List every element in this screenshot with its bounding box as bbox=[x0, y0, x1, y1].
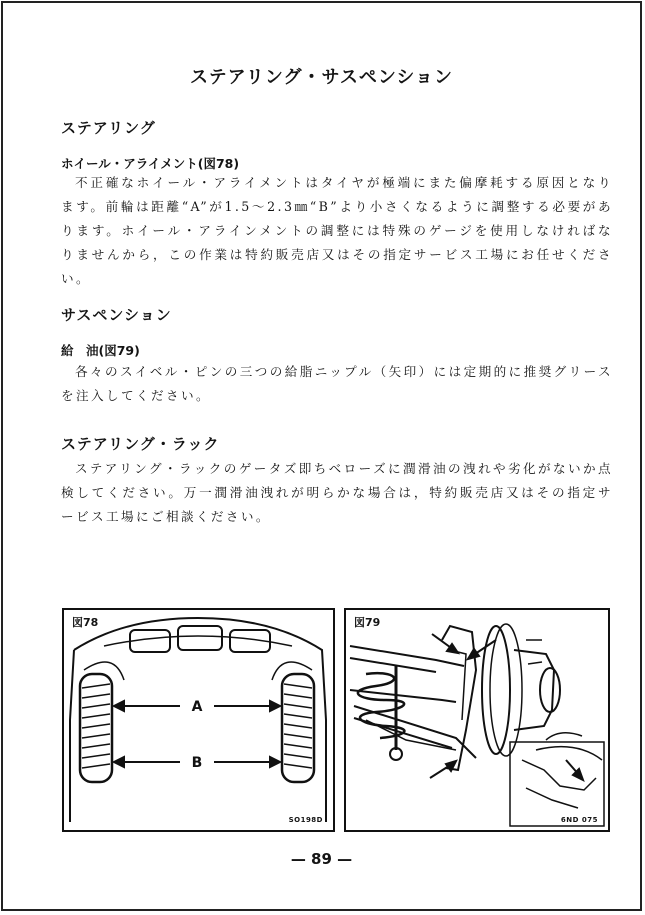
page-title: ステアリング・サスペンション bbox=[189, 67, 454, 88]
figure-78-wheel-alignment bbox=[62, 608, 335, 832]
wheel-alignment-illustration bbox=[64, 610, 333, 830]
section-heading-suspension: サスペンション bbox=[61, 306, 172, 324]
grease-nipple-arrows bbox=[430, 634, 583, 780]
figure-79-code: 6ND 075 bbox=[560, 816, 598, 824]
paragraph-wheel-alignment: 不正確なホイール・アライメントはタイヤが極端にまた偏摩耗する原因となります。前輪は距離“A”が1.5〜2.3㎜“B”より小さくなるように調整する必要があります。ホイール・アラインメントの調整には特殊のゲージを使用しなければなりませんから，この作業は特約販売店又はその指定サービス工場にお任せください。 bbox=[61, 175, 613, 286]
right-tire bbox=[282, 674, 314, 782]
suspension-illustration bbox=[346, 610, 608, 830]
figure-78-code: SO198D bbox=[288, 816, 323, 824]
page-number: — 89 — bbox=[290, 850, 353, 868]
manual-page bbox=[1, 1, 642, 911]
paragraph-lubrication: 各々のスイベル・ピンの三つの給脂ニップル（矢印）には定期的に推奨グリースを注入してください。 bbox=[61, 364, 613, 403]
subheading-lubrication: 給 油(図79) bbox=[61, 343, 140, 358]
paragraph-steering-rack: ステアリング・ラックのゲータズ即ちベローズに潤滑油の洩れや劣化がないか点検してください。万一潤滑油洩れが明らかな場合は，特約販売店又はその指定サービス工場にご相談ください。 bbox=[61, 461, 613, 524]
subheading-wheel-alignment: ホイール・アライメント(図78) bbox=[61, 156, 240, 171]
section-heading-steering-rack: ステアリング・ラック bbox=[61, 435, 220, 453]
distance-b-label: B bbox=[191, 755, 203, 771]
figure-78-label: 図78 bbox=[72, 616, 99, 629]
left-tire bbox=[80, 674, 112, 782]
figure-79-label: 図79 bbox=[354, 616, 381, 629]
figure-79-suspension bbox=[344, 608, 610, 832]
distance-a-label: A bbox=[191, 699, 203, 715]
section-heading-steering: ステアリング bbox=[61, 119, 156, 137]
